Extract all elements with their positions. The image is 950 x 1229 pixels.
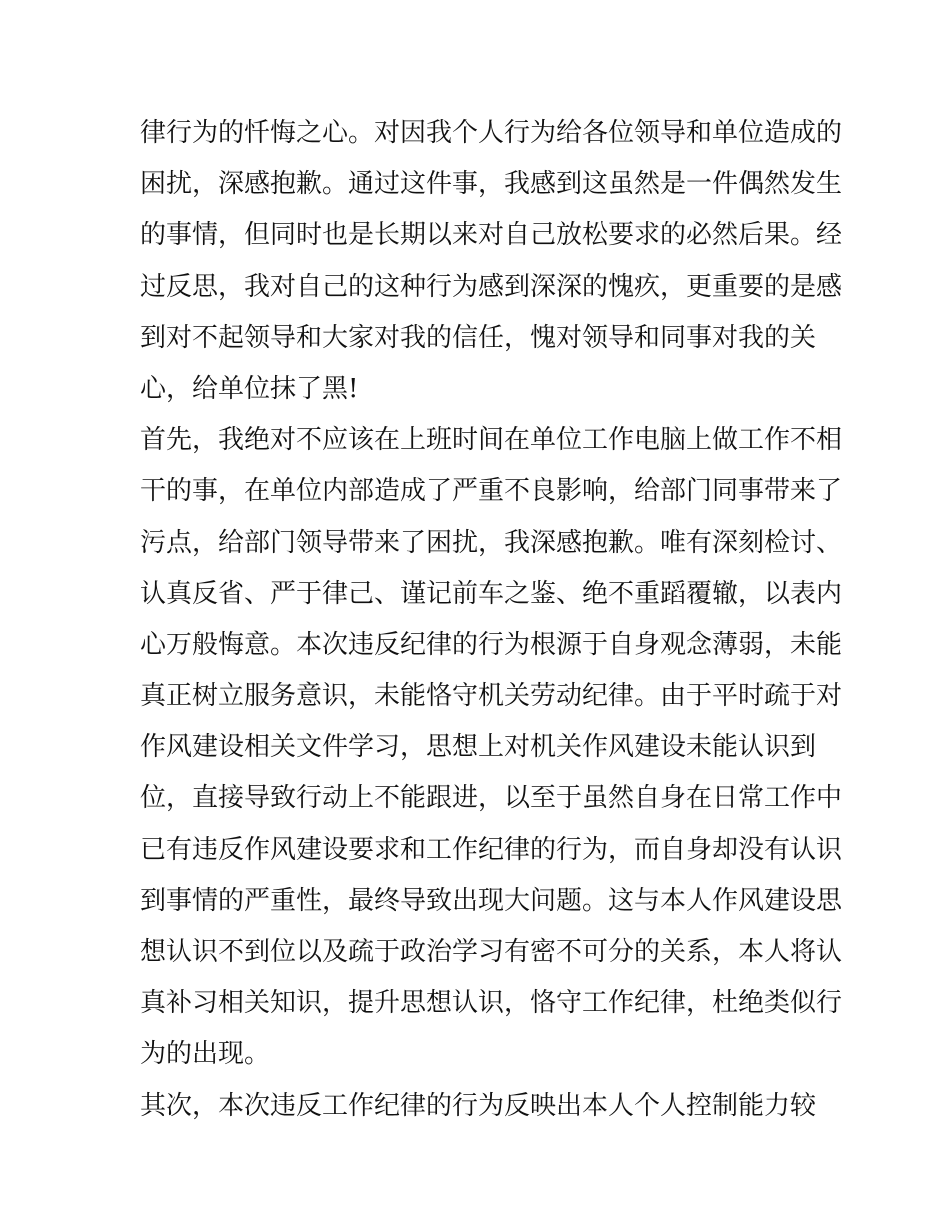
- text-line: 想认识不到位以及疏于政治学习有密不可分的关系，本人将认: [140, 937, 843, 967]
- text-line: 已有违反作风建设要求和工作纪律的行为，而自身却没有认识: [140, 834, 843, 865]
- text-line: 的事情，但同时也是长期以来对自己放松要求的必然后果。经: [140, 220, 843, 251]
- text-line: 困扰，深感抱歉。通过这件事，我感到这虽然是一件偶然发生: [140, 169, 843, 200]
- text-line: 其次，本次违反工作纪律的行为反映出本人个人控制能力较: [140, 1090, 817, 1121]
- text-line: 位，直接导致行动上不能跟进，以至于虽然自身在日常工作中: [140, 783, 843, 814]
- text-line: 到对不起领导和大家对我的信任，愧对领导和同事对我的关: [140, 322, 817, 353]
- text-line: 认真反省、严于律己、谨记前车之鉴、绝不重蹈覆辙，以表内: [140, 578, 843, 609]
- document-body: [140, 108, 843, 1132]
- text-line: 心，给单位抹了黑!: [140, 373, 359, 404]
- text-line: 作风建设相关文件学习，思想上对机关作风建设未能认识到: [140, 732, 817, 763]
- text-line: 心万般悔意。本次违反纪律的行为根源于自身观念薄弱，未能: [140, 629, 843, 660]
- text-line: 污点，给部门领导带来了困扰，我深感抱歉。唯有深刻检讨、: [140, 527, 843, 558]
- text-line: 为的出现。: [140, 1039, 271, 1070]
- text-line: 真补习相关知识，提升思想认识，恪守工作纪律，杜绝类似行: [140, 988, 843, 1019]
- text-line: 到事情的严重性，最终导致出现大问题。这与本人作风建设思: [140, 885, 843, 916]
- text-line: 真正树立服务意识，未能恪守机关劳动纪律。由于平时疏于对: [140, 681, 843, 712]
- text-line: 首先，我绝对不应该在上班时间在单位工作电脑上做工作不相: [140, 425, 843, 456]
- paragraph-2: [140, 415, 843, 1080]
- paragraph-3: [140, 1081, 816, 1132]
- text-line: 律行为的忏悔之心。对因我个人行为给各位领导和单位造成的: [140, 118, 843, 148]
- text-line: 干的事，在单位内部造成了严重不良影响，给部门同事带来了: [140, 476, 843, 507]
- paragraph-1: [140, 108, 843, 415]
- text-line: 过反思，我对自己的这种行为感到深深的愧疚，更重要的是感: [140, 271, 843, 302]
